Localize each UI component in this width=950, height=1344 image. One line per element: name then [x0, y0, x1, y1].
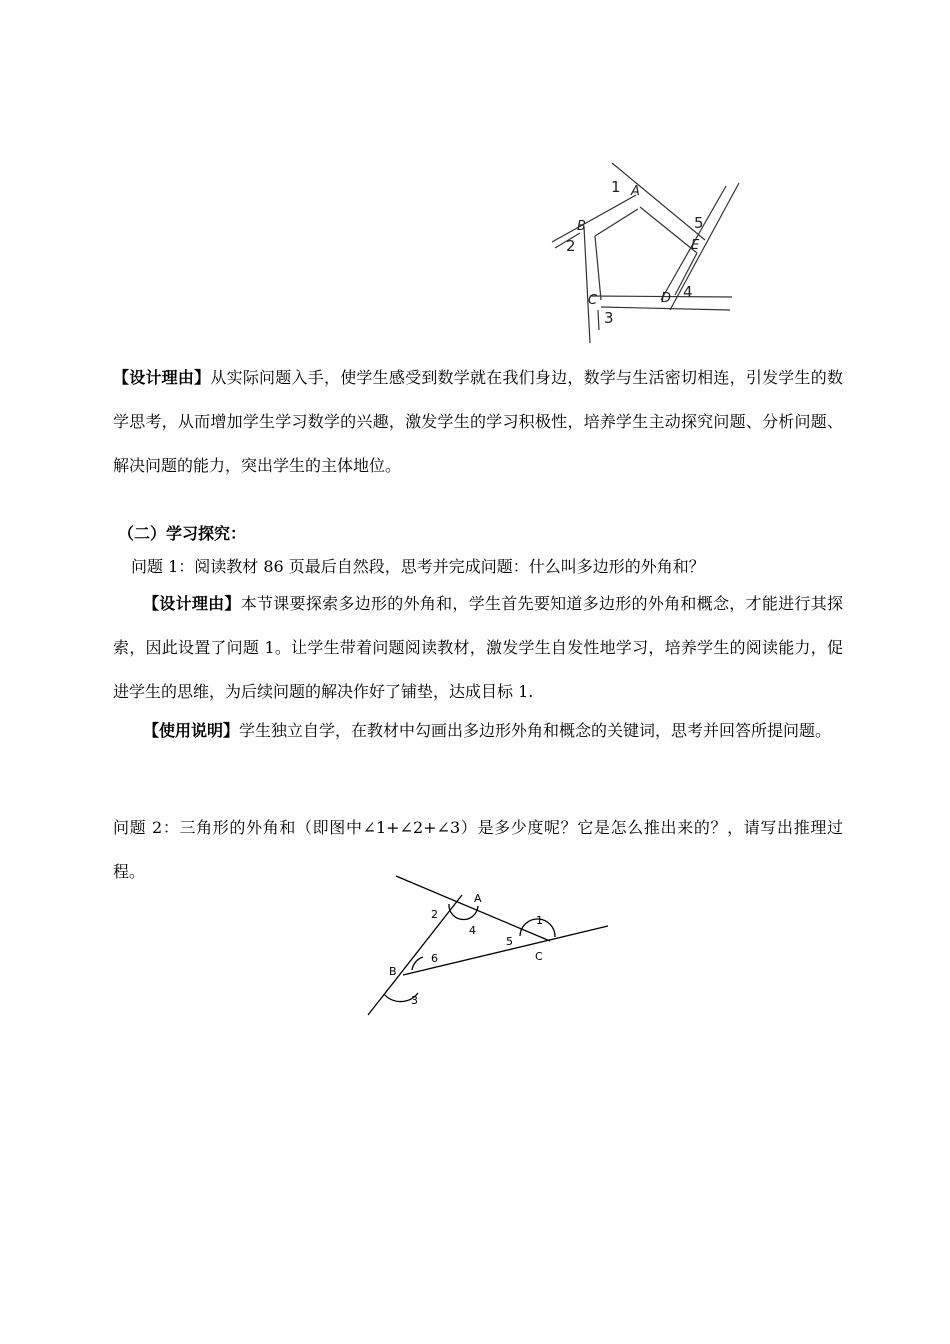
usage-note-text: 学生独立自学，在教材中勾画出多边形外角和概念的关键词，思考并回答所提问题。	[239, 721, 832, 740]
tri-label-1: 1	[536, 914, 543, 927]
label-A: A	[631, 184, 640, 199]
pentagon-figure	[540, 155, 750, 345]
tri-label-6: 6	[431, 952, 438, 965]
tri-label-B: B	[389, 965, 397, 978]
tri-label-5: 5	[506, 935, 513, 948]
tri-label-C: C	[535, 950, 543, 963]
triangle-figure	[360, 865, 620, 1025]
tri-label-4: 4	[469, 924, 476, 937]
usage-note-tag: 【使用说明】	[143, 721, 240, 740]
label-D: D	[661, 291, 672, 306]
label-1: 1	[611, 178, 621, 196]
pentagon-diagram	[540, 155, 750, 345]
label-2: 2	[566, 237, 576, 255]
triangle-diagram	[360, 865, 620, 1025]
design-rationale-2-tag: 【设计理由】	[143, 594, 241, 613]
tri-label-A: A	[474, 892, 482, 905]
label-E: E	[691, 238, 700, 253]
design-rationale-paragraph	[113, 356, 843, 488]
design-rationale-2-paragraph	[113, 582, 843, 714]
label-B: B	[577, 219, 586, 234]
question-2: 问题 2：三角形的外角和（即图中∠1+∠2+∠3）是多少度呢？它是怎么推出来的？，请写出推理过程。	[113, 818, 843, 881]
question-1: 问题 1：阅读教材 86 页最后自然段，思考并完成问题：什么叫多边形的外角和？	[131, 557, 705, 576]
section-heading: （二）学习探究：	[118, 524, 247, 543]
design-rationale-text: 从实际问题入手，使学生感受到数学就在我们身边，数学与生活密切相连，引发学生的数学思考，从而增加学生学习数学的兴趣，激发学生的学习积极性，培养学生主动探究问题、分析问题、解决问题的能力，突出学生的主体地位。	[113, 368, 843, 475]
label-4: 4	[683, 283, 693, 301]
tri-label-3: 3	[411, 994, 418, 1007]
label-5: 5	[694, 214, 704, 232]
design-rationale-2-text: 本节课要探索多边形的外角和，学生首先要知道多边形的外角和概念，才能进行其探索，因此设置了问题 1。让学生带着问题阅读教材，激发学生自发性地学习，培养学生的阅读能力，促进学生的思维，为后续问题的解决作好了铺垫，达成目标 1.	[113, 594, 843, 701]
tri-label-2: 2	[431, 908, 438, 921]
label-3: 3	[604, 309, 614, 327]
label-C: C	[588, 293, 598, 308]
design-rationale-tag: 【设计理由】	[113, 368, 211, 387]
usage-note-paragraph	[113, 709, 843, 753]
